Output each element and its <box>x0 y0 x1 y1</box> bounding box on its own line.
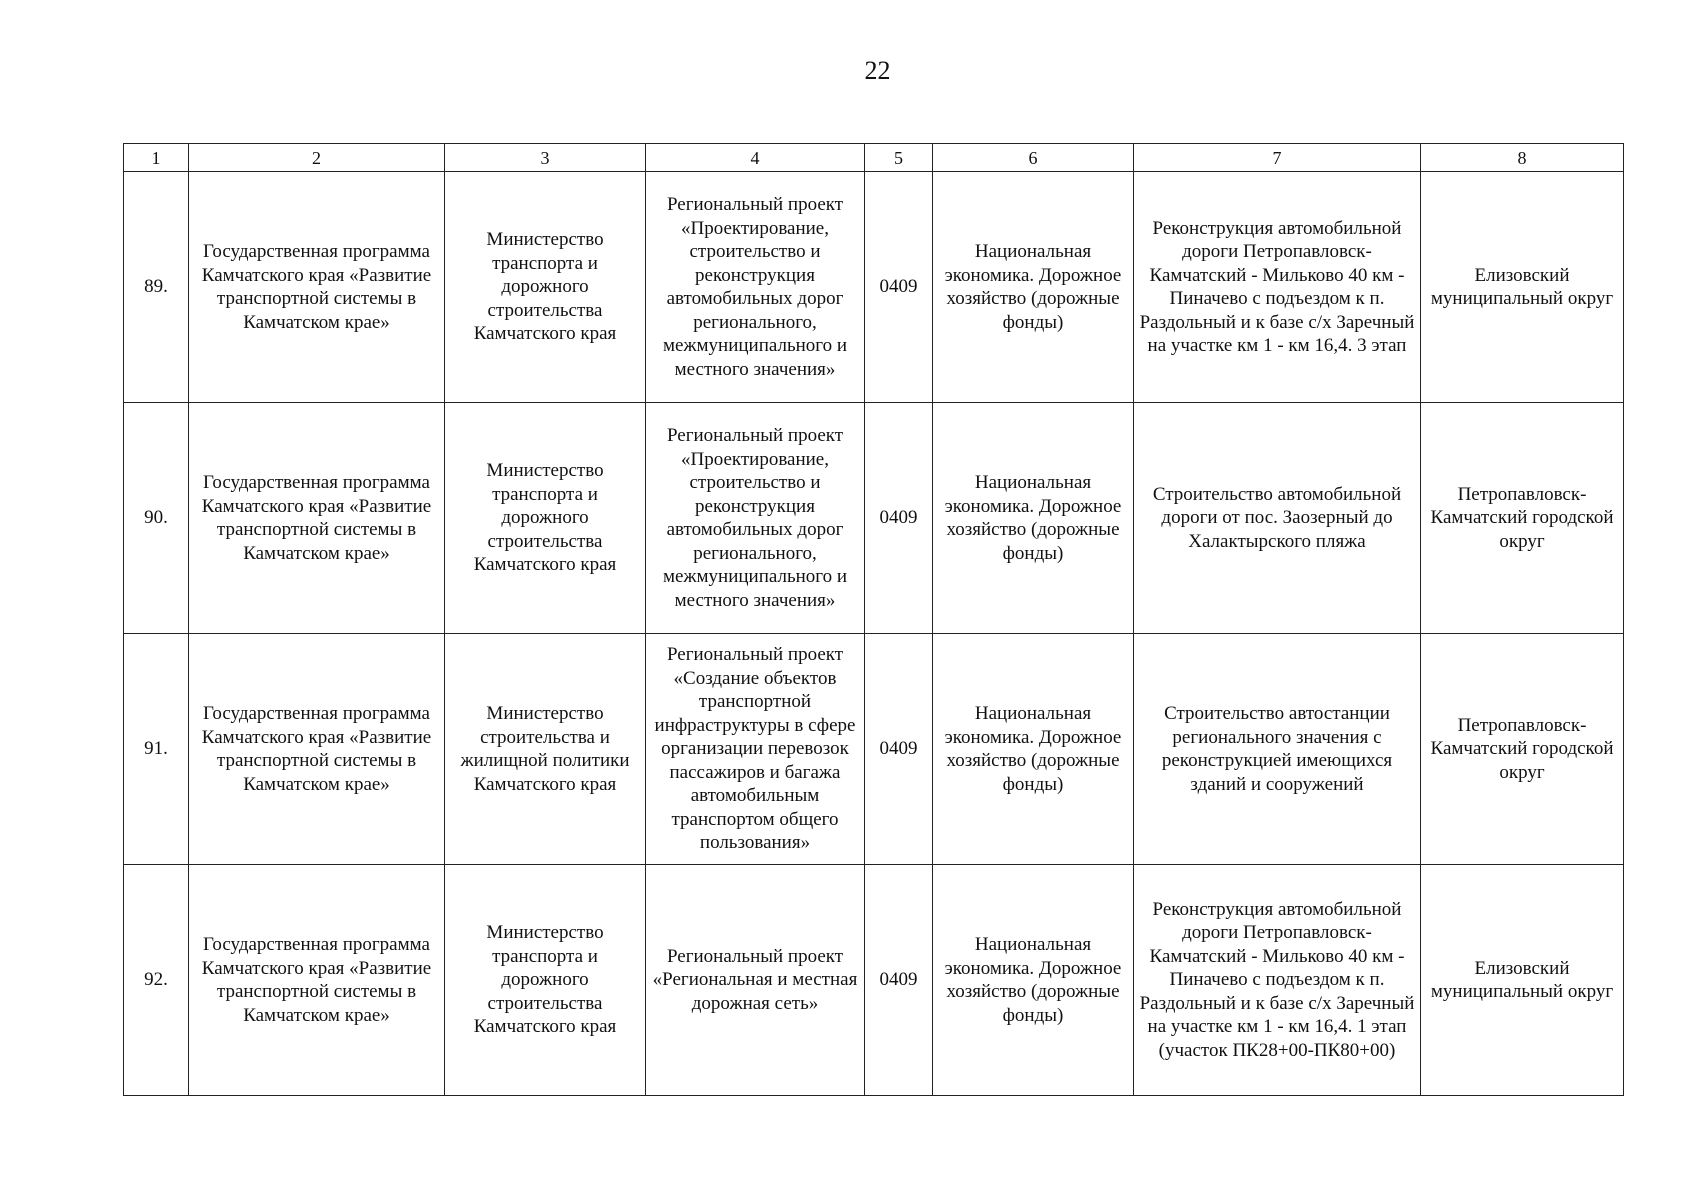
object-cell: Реконструкция автомобильной дороги Петропавловск-Камчатский - Мильково 40 км - Пиначево с подъездом к п. Раздольный и к базе с/х Заречный на участке км 1 - км 16,4. 3 этап <box>1134 172 1421 403</box>
row-number-cell: 92. <box>124 865 189 1096</box>
table-row <box>124 634 1624 865</box>
column-number-cell: 6 <box>933 144 1134 172</box>
program-cell: Государственная программа Камчатского края «Развитие транспортной системы в Камчатском крае» <box>189 634 445 865</box>
table-row <box>124 403 1624 634</box>
district-cell: Петропавловск-Камчатский городской округ <box>1421 403 1624 634</box>
ministry-cell: Министерство строительства и жилищной политики Камчатского края <box>445 634 646 865</box>
project-cell: Региональный проект «Региональная и местная дорожная сеть» <box>646 865 865 1096</box>
column-number-cell: 8 <box>1421 144 1624 172</box>
sector-cell: Национальная экономика. Дорожное хозяйство (дорожные фонды) <box>933 172 1134 403</box>
district-cell: Елизовский муниципальный округ <box>1421 865 1624 1096</box>
ministry-cell: Министерство транспорта и дорожного строительства Камчатского края <box>445 403 646 634</box>
project-cell: Региональный проект «Создание объектов транспортной инфраструктуры в сфере организации перевозок пассажиров и багажа автомобильным транспортом общего пользования» <box>646 634 865 865</box>
project-cell: Региональный проект «Проектирование, строительство и реконструкция автомобильных дорог регионального, межмуниципального и местного значения» <box>646 403 865 634</box>
program-cell: Государственная программа Камчатского края «Развитие транспортной системы в Камчатском крае» <box>189 403 445 634</box>
column-number-cell: 5 <box>865 144 933 172</box>
table-row <box>124 865 1624 1096</box>
row-number-cell: 90. <box>124 403 189 634</box>
code-cell: 0409 <box>865 172 933 403</box>
column-number-cell: 7 <box>1134 144 1421 172</box>
table-header-row <box>124 144 1624 172</box>
project-cell: Региональный проект «Проектирование, строительство и реконструкция автомобильных дорог регионального, межмуниципального и местного значения» <box>646 172 865 403</box>
page-number: 22 <box>864 56 891 85</box>
column-number-cell: 1 <box>124 144 189 172</box>
district-cell: Елизовский муниципальный округ <box>1421 172 1624 403</box>
object-cell: Строительство автостанции регионального значения с реконструкцией имеющихся зданий и сооружений <box>1134 634 1421 865</box>
program-cell: Государственная программа Камчатского края «Развитие транспортной системы в Камчатском крае» <box>189 865 445 1096</box>
sector-cell: Национальная экономика. Дорожное хозяйство (дорожные фонды) <box>933 403 1134 634</box>
ministry-cell: Министерство транспорта и дорожного строительства Камчатского края <box>445 865 646 1096</box>
code-cell: 0409 <box>865 403 933 634</box>
object-cell: Реконструкция автомобильной дороги Петропавловск-Камчатский - Мильково 40 км - Пиначево с подъездом к п. Раздольный и к базе с/х Заречный на участке км 1 - км 16,4. 1 этап (участок ПК28+00-ПК80+00) <box>1134 865 1421 1096</box>
row-number-cell: 89. <box>124 172 189 403</box>
sector-cell: Национальная экономика. Дорожное хозяйство (дорожные фонды) <box>933 634 1134 865</box>
ministry-cell: Министерство транспорта и дорожного строительства Камчатского края <box>445 172 646 403</box>
program-cell: Государственная программа Камчатского края «Развитие транспортной системы в Камчатском крае» <box>189 172 445 403</box>
sector-cell: Национальная экономика. Дорожное хозяйство (дорожные фонды) <box>933 865 1134 1096</box>
table-row <box>124 172 1624 403</box>
column-number-cell: 3 <box>445 144 646 172</box>
row-number-cell: 91. <box>124 634 189 865</box>
district-cell: Петропавловск-Камчатский городской округ <box>1421 634 1624 865</box>
code-cell: 0409 <box>865 865 933 1096</box>
code-cell: 0409 <box>865 634 933 865</box>
column-number-cell: 4 <box>646 144 865 172</box>
column-number-cell: 2 <box>189 144 445 172</box>
object-cell: Строительство автомобильной дороги от пос. Заозерный до Халактырского пляжа <box>1134 403 1421 634</box>
document-table <box>123 143 1624 1096</box>
